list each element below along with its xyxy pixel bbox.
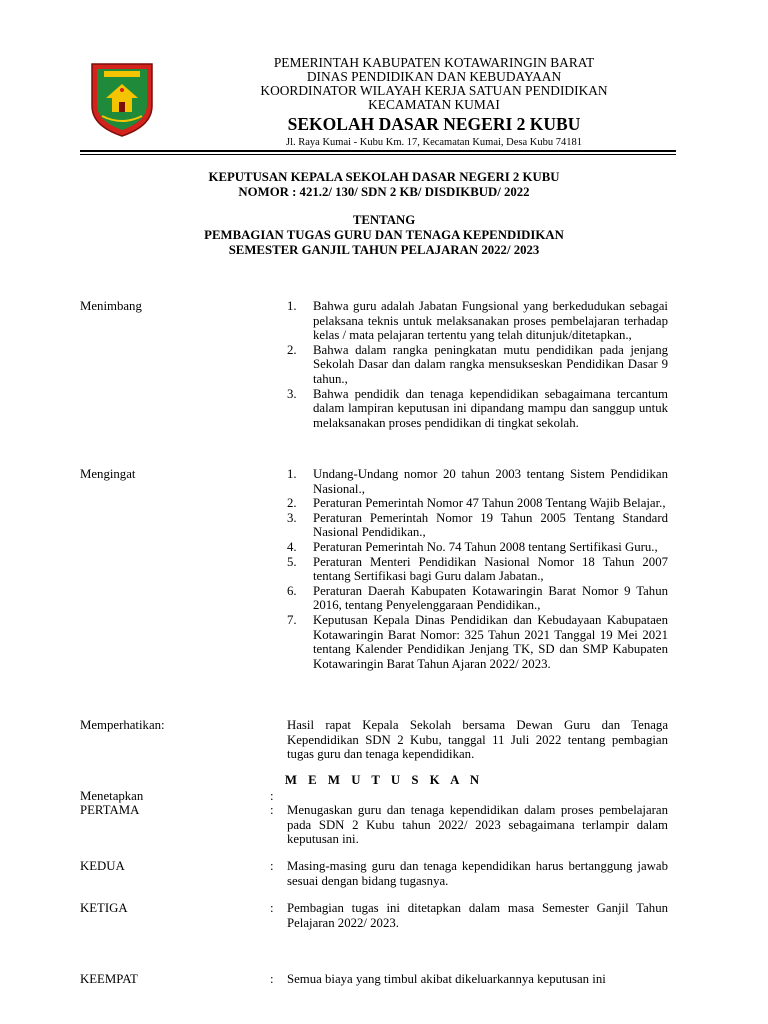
mengingat-item-text: Peraturan Pemerintah Nomor 19 Tahun 2005 Tentang Standard Nasional Pendidikan., bbox=[313, 510, 668, 540]
menimbang-item-number: 3. bbox=[287, 386, 297, 401]
mengingat-item-text: Keputusan Kepala Dinas Pendidikan dan Kebudayaan Kabupataen Kotawaringin Barat Nomor: 325 Tahun 2021 Tanggal 19 Mei 2021 tentang Kalender Pendidikan Jenjang TK, SD dan SMP Kabupaten Kotawaringin Barat Tahun Ajaran 2022/ 2023. bbox=[313, 612, 668, 671]
mengingat-item-text: Peraturan Daerah Kabupaten Kotawaringin Barat Nomor 9 Tahun 2016, tentang Penyelenggaraan Pendidikan., bbox=[313, 583, 668, 613]
letterhead-line-1: PEMERINTAH KABUPATEN KOTAWARINGIN BARAT bbox=[273, 55, 595, 70]
regency-emblem-icon bbox=[88, 60, 156, 138]
menimbang-item bbox=[287, 343, 668, 387]
pertama-colon: : bbox=[270, 803, 274, 817]
pertama-text: Menugaskan guru dan tenaga kependidikan dalam proses pembelajaran pada SDN 2 Kubu tahun 2022/ 2023 sebagaimana terlampir dalam keputusan ini. bbox=[287, 803, 668, 847]
letterhead-rule-thin bbox=[80, 154, 676, 155]
keempat-label: KEEMPAT bbox=[80, 972, 138, 986]
mengingat-item bbox=[287, 496, 668, 511]
mengingat-item-text: Undang-Undang nomor 20 tahun 2003 tentang Sistem Pendidikan Nasional., bbox=[313, 467, 668, 496]
kedua-label: KEDUA bbox=[80, 859, 125, 873]
decree-subject bbox=[0, 213, 768, 258]
menimbang-item-text: Bahwa guru adalah Jabatan Fungsional yang berkedudukan sebagai pelaksana teknis untuk melaksanakan proses pembelajaran terhadap kelas / mata pelajaran tertentu yang telah ditunjuk/ditetapkan., bbox=[313, 299, 668, 343]
mengingat-item-text: Peraturan Menteri Pendidikan Nasional Nomor 18 Tahun 2007 tentang Sertifikasi bagi Guru dalam Jabatan., bbox=[313, 554, 668, 584]
school-address: Jl. Raya Kumai - Kubu Km. 17, Kecamatan Kumai, Desa Kubu 74181 bbox=[286, 137, 582, 148]
decree-subject-line-1: PEMBAGIAN TUGAS GURU DAN TENAGA KEPENDIDIKAN bbox=[204, 228, 564, 242]
menimbang-item-text: Bahwa pendidik dan tenaga kependidikan sebagaimana tercantum dalam lampiran keputusan ini dipandang mampu dan sanggup untuk melaksanakan proses pendidikan di tingkat sekolah. bbox=[313, 386, 668, 430]
memperhatikan-text: Hasil rapat Kepala Sekolah bersama Dewan Guru dan Tenaga Kependidikan SDN 2 Kubu, tanggal 11 Juli 2022 tentang pembagian tugas guru dan tenaga kependidikan. bbox=[287, 718, 668, 762]
decree-subject-line-2: SEMESTER GANJIL TAHUN PELAJARAN 2022/ 2023 bbox=[228, 243, 540, 257]
decree-number: NOMOR : 421.2/ 130/ SDN 2 KB/ DISDIKBUD/ 2022 bbox=[238, 185, 530, 199]
menimbang-item-text: Bahwa dalam rangka peningkatan mutu pendidikan pada jenjang Sekolah Dasar dan dalam rangka mensukseskan Pendidikan Dasar 9 tahun., bbox=[313, 342, 668, 386]
mengingat-item-text: Peraturan Pemerintah Nomor 47 Tahun 2008 Tentang Wajib Belajar., bbox=[313, 496, 666, 511]
keempat-text: Semua biaya yang timbul akibat dikeluarkannya keputusan ini bbox=[287, 972, 606, 986]
mengingat-list bbox=[287, 467, 668, 671]
menetapkan-label: Menetapkan bbox=[80, 789, 144, 803]
mengingat-item bbox=[287, 613, 668, 671]
mengingat-item bbox=[287, 555, 668, 584]
decree-title: KEPUTUSAN KEPALA SEKOLAH DASAR NEGERI 2 KUBU bbox=[208, 170, 560, 184]
mengingat-item bbox=[287, 467, 668, 496]
tentang-label: TENTANG bbox=[352, 213, 416, 227]
letterhead-line-3: KOORDINATOR WILAYAH KERJA SATUAN PENDIDIKAN bbox=[260, 83, 608, 98]
letterhead-line-2: DINAS PENDIDIKAN DAN KEBUDAYAAN bbox=[306, 69, 562, 84]
school-name: SEKOLAH DASAR NEGERI 2 KUBU bbox=[287, 114, 581, 134]
kedua-colon: : bbox=[270, 859, 274, 873]
menimbang-item-number: 1. bbox=[287, 299, 297, 313]
decree-heading bbox=[0, 170, 768, 200]
mengingat-label: Mengingat bbox=[80, 467, 136, 481]
mengingat-item-number: 2. bbox=[287, 496, 297, 511]
kedua-text: Masing-masing guru dan tenaga kependidikan harus bertanggung jawab sesuai dengan bidang tugasnya. bbox=[287, 859, 668, 888]
pertama-label: PERTAMA bbox=[80, 803, 140, 817]
mengingat-item-number: 7. bbox=[287, 612, 297, 627]
ketiga-label: KETIGA bbox=[80, 901, 128, 915]
keempat-colon: : bbox=[270, 972, 274, 986]
ketiga-colon: : bbox=[270, 901, 274, 915]
menimbang-item-number: 2. bbox=[287, 342, 297, 357]
letterhead bbox=[0, 0, 768, 150]
menimbang-label: Menimbang bbox=[80, 299, 142, 313]
memutuskan-heading: M E M U T U S K A N bbox=[284, 773, 484, 787]
letterhead-rule bbox=[80, 150, 676, 152]
memperhatikan-label: Memperhatikan: bbox=[80, 718, 165, 732]
mengingat-item-number: 3. bbox=[287, 510, 297, 525]
mengingat-item-number: 5. bbox=[287, 554, 297, 569]
ketiga-text: Pembagian tugas ini ditetapkan dalam masa Semester Ganjil Tahun Pelajaran 2022/ 2023. bbox=[287, 901, 668, 930]
mengingat-item bbox=[287, 511, 668, 540]
letterhead-line-4: KECAMATAN KUMAI bbox=[368, 97, 500, 112]
menimbang-item bbox=[287, 299, 668, 343]
mengingat-item-text: Peraturan Pemerintah No. 74 Tahun 2008 tentang Sertifikasi Guru., bbox=[313, 539, 658, 554]
mengingat-item-number: 6. bbox=[287, 583, 297, 598]
mengingat-item bbox=[287, 584, 668, 613]
mengingat-item-number: 1. bbox=[287, 467, 297, 481]
menetapkan-colon: : bbox=[270, 789, 274, 803]
mengingat-item-number: 4. bbox=[287, 539, 297, 554]
menimbang-item bbox=[287, 387, 668, 431]
mengingat-item bbox=[287, 540, 668, 555]
menimbang-list bbox=[287, 299, 668, 430]
